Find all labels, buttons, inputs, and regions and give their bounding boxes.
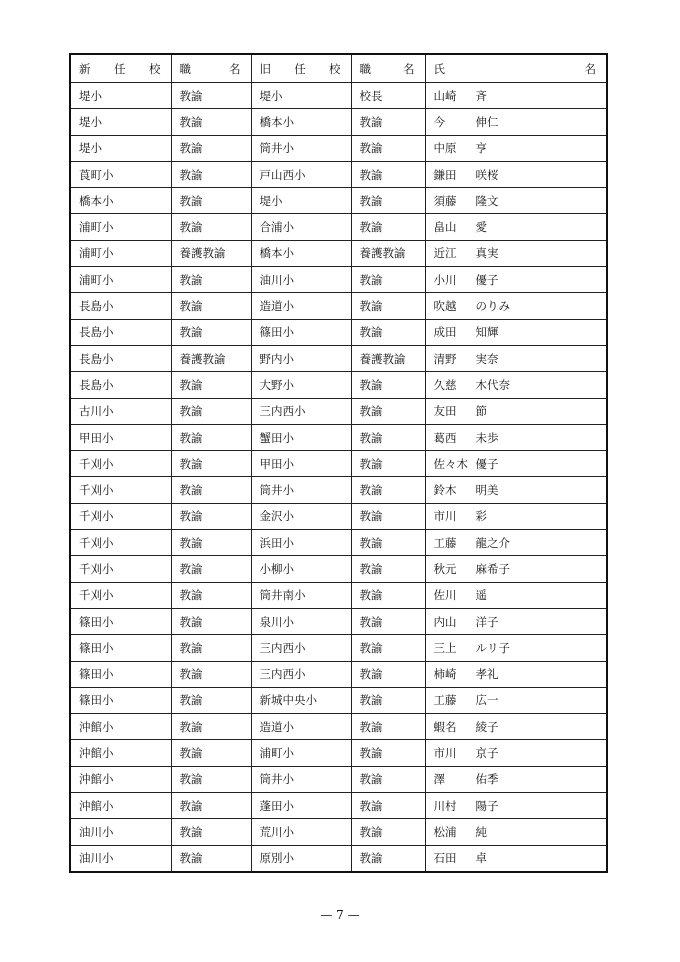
name-cell (425, 556, 607, 582)
given-name: 節 (475, 404, 487, 419)
old-position-cell: 校長 (351, 83, 425, 109)
given-name: 彩 (475, 509, 487, 524)
given-name: 龍之介 (475, 535, 510, 550)
name-cell (425, 240, 607, 266)
new-school-cell: 沖館小 (70, 740, 171, 766)
family-name: 鈴木 (433, 483, 457, 498)
name-cell (425, 845, 607, 872)
name-cell (425, 135, 607, 161)
table-row (70, 845, 607, 872)
table-row (70, 556, 607, 582)
old-school-cell: 筒井小 (251, 477, 351, 503)
new-school-cell: 千刈小 (70, 451, 171, 477)
new-position-cell: 教諭 (171, 714, 251, 740)
name-cell (425, 740, 607, 766)
old-school-cell: 荒川小 (251, 819, 351, 845)
name-cell (425, 345, 607, 371)
given-name: 亨 (475, 141, 487, 156)
family-name: 澤 (433, 772, 445, 787)
new-position-cell: 教諭 (171, 267, 251, 293)
new-school-cell: 古川小 (70, 398, 171, 424)
header-new-school: 新 任 校 (70, 54, 171, 83)
table-row (70, 319, 607, 345)
table-row (70, 503, 607, 529)
family-name: 小川 (433, 272, 457, 287)
new-school-cell: 莨町小 (70, 161, 171, 187)
new-school-cell: 沖館小 (70, 766, 171, 792)
old-position-cell: 教諭 (351, 398, 425, 424)
old-school-cell: 大野小 (251, 372, 351, 398)
new-school-cell: 甲田小 (70, 424, 171, 450)
new-school-cell: 千刈小 (70, 503, 171, 529)
old-school-cell: 金沢小 (251, 503, 351, 529)
old-school-cell: 筒井南小 (251, 582, 351, 608)
old-position-cell: 養護教諭 (351, 240, 425, 266)
name-cell (425, 661, 607, 687)
old-position-cell: 教諭 (351, 267, 425, 293)
given-name: 明美 (475, 483, 499, 498)
name-cell (425, 319, 607, 345)
new-position-cell: 教諭 (171, 372, 251, 398)
table-row (70, 109, 607, 135)
family-name: 石田 (433, 851, 457, 866)
header-old-position: 職 名 (351, 54, 425, 83)
table-row (70, 188, 607, 214)
old-school-cell: 三内西小 (251, 635, 351, 661)
table-row (70, 424, 607, 450)
family-name: 近江 (433, 246, 457, 261)
given-name: 優子 (475, 456, 499, 471)
new-position-cell: 教諭 (171, 135, 251, 161)
old-position-cell: 教諭 (351, 766, 425, 792)
old-position-cell: 教諭 (351, 582, 425, 608)
old-position-cell: 教諭 (351, 135, 425, 161)
old-school-cell: 甲田小 (251, 451, 351, 477)
old-school-cell: 三内西小 (251, 661, 351, 687)
old-position-cell: 教諭 (351, 714, 425, 740)
new-school-cell: 堤小 (70, 109, 171, 135)
new-position-cell: 養護教諭 (171, 240, 251, 266)
name-cell (425, 503, 607, 529)
new-position-cell: 教諭 (171, 530, 251, 556)
name-cell (425, 766, 607, 792)
new-position-cell: 教諭 (171, 424, 251, 450)
name-cell (425, 530, 607, 556)
new-position-cell: 教諭 (171, 556, 251, 582)
old-school-cell: 蓬田小 (251, 793, 351, 819)
new-position-cell: 教諭 (171, 661, 251, 687)
table-row (70, 582, 607, 608)
header-name: 氏 名 (425, 54, 607, 83)
name-cell (425, 214, 607, 240)
family-name: 鎌田 (433, 167, 457, 182)
old-school-cell: 造道小 (251, 293, 351, 319)
table-row (70, 766, 607, 792)
name-cell (425, 819, 607, 845)
old-school-cell: 合浦小 (251, 214, 351, 240)
new-school-cell: 篠田小 (70, 608, 171, 634)
name-cell (425, 477, 607, 503)
new-school-cell: 長島小 (70, 319, 171, 345)
name-cell (425, 372, 607, 398)
name-cell (425, 109, 607, 135)
given-name: 洋子 (475, 614, 499, 629)
old-position-cell: 教諭 (351, 635, 425, 661)
table-row (70, 240, 607, 266)
old-position-cell: 教諭 (351, 845, 425, 872)
old-position-cell: 教諭 (351, 451, 425, 477)
name-cell (425, 267, 607, 293)
table-row (70, 714, 607, 740)
family-name: 成田 (433, 325, 457, 340)
given-name: 佑季 (475, 772, 499, 787)
family-name: 久慈 (433, 377, 457, 392)
old-school-cell: 原別小 (251, 845, 351, 872)
old-position-cell: 教諭 (351, 608, 425, 634)
new-position-cell: 教諭 (171, 582, 251, 608)
old-position-cell: 教諭 (351, 161, 425, 187)
name-cell (425, 424, 607, 450)
family-name: 蝦名 (433, 719, 457, 734)
new-position-cell: 教諭 (171, 740, 251, 766)
given-name: 咲桜 (475, 167, 499, 182)
name-cell (425, 398, 607, 424)
new-school-cell: 千刈小 (70, 556, 171, 582)
family-name: 中原 (433, 141, 457, 156)
old-school-cell: 篠田小 (251, 319, 351, 345)
given-name: 遥 (475, 588, 487, 603)
name-cell (425, 687, 607, 713)
given-name: 未歩 (475, 430, 499, 445)
new-position-cell: 教諭 (171, 608, 251, 634)
table-row (70, 267, 607, 293)
new-school-cell: 浦町小 (70, 240, 171, 266)
table-row (70, 687, 607, 713)
family-name: 佐川 (433, 588, 457, 603)
new-school-cell: 長島小 (70, 293, 171, 319)
table-row (70, 530, 607, 556)
name-cell (425, 582, 607, 608)
old-position-cell: 教諭 (351, 740, 425, 766)
family-name: 今 (433, 114, 445, 129)
new-school-cell: 浦町小 (70, 214, 171, 240)
old-position-cell: 教諭 (351, 424, 425, 450)
new-position-cell: 教諭 (171, 793, 251, 819)
old-school-cell: 蟹田小 (251, 424, 351, 450)
old-position-cell: 教諭 (351, 819, 425, 845)
given-name: 木代奈 (475, 377, 510, 392)
table-row (70, 661, 607, 687)
new-school-cell: 沖館小 (70, 793, 171, 819)
given-name: 綾子 (475, 719, 499, 734)
given-name: 優子 (475, 272, 499, 287)
new-school-cell: 篠田小 (70, 661, 171, 687)
old-position-cell: 教諭 (351, 556, 425, 582)
given-name: 隆文 (475, 193, 499, 208)
old-school-cell: 堤小 (251, 188, 351, 214)
old-position-cell: 教諭 (351, 319, 425, 345)
old-position-cell: 教諭 (351, 530, 425, 556)
table-row (70, 214, 607, 240)
old-position-cell: 教諭 (351, 109, 425, 135)
table-row (70, 451, 607, 477)
old-school-cell: 戸山西小 (251, 161, 351, 187)
old-school-cell: 造道小 (251, 714, 351, 740)
name-cell (425, 451, 607, 477)
new-position-cell: 教諭 (171, 477, 251, 503)
page-number: — 7 — (320, 908, 360, 922)
given-name: 伸仁 (475, 114, 499, 129)
family-name: 工藤 (433, 693, 457, 708)
name-cell (425, 608, 607, 634)
table-row (70, 793, 607, 819)
table-row (70, 819, 607, 845)
old-position-cell: 教諭 (351, 372, 425, 398)
new-school-cell: 油川小 (70, 845, 171, 872)
table-row (70, 293, 607, 319)
new-school-cell: 篠田小 (70, 635, 171, 661)
name-cell (425, 188, 607, 214)
new-school-cell: 堤小 (70, 83, 171, 109)
table-row (70, 398, 607, 424)
new-school-cell: 千刈小 (70, 582, 171, 608)
family-name: 市川 (433, 509, 457, 524)
family-name: 山崎 (433, 88, 457, 103)
header-old-school: 旧 任 校 (251, 54, 351, 83)
old-school-cell: 野内小 (251, 345, 351, 371)
new-school-cell: 浦町小 (70, 267, 171, 293)
family-name: 畠山 (433, 220, 457, 235)
new-position-cell: 教諭 (171, 451, 251, 477)
old-school-cell: 堤小 (251, 83, 351, 109)
given-name: 広一 (475, 693, 499, 708)
name-cell (425, 793, 607, 819)
given-name: 真実 (475, 246, 499, 261)
old-position-cell: 教諭 (351, 661, 425, 687)
family-name: 友田 (433, 404, 457, 419)
old-school-cell: 小柳小 (251, 556, 351, 582)
name-cell (425, 714, 607, 740)
given-name: のりみ (475, 299, 510, 314)
old-school-cell: 筒井小 (251, 766, 351, 792)
table-row (70, 372, 607, 398)
table-row (70, 83, 607, 109)
given-name: 愛 (475, 220, 487, 235)
given-name: 知輝 (475, 325, 499, 340)
table-row (70, 477, 607, 503)
old-school-cell: 浜田小 (251, 530, 351, 556)
new-position-cell: 教諭 (171, 845, 251, 872)
given-name: 京子 (475, 746, 499, 761)
name-cell (425, 635, 607, 661)
name-cell (425, 293, 607, 319)
family-name: 三上 (433, 640, 457, 655)
family-name: 佐々木 (433, 456, 468, 471)
new-position-cell: 教諭 (171, 819, 251, 845)
old-position-cell: 教諭 (351, 687, 425, 713)
old-position-cell: 教諭 (351, 793, 425, 819)
new-school-cell: 千刈小 (70, 477, 171, 503)
family-name: 須藤 (433, 193, 457, 208)
old-school-cell: 浦町小 (251, 740, 351, 766)
given-name: 実奈 (475, 351, 499, 366)
family-name: 松浦 (433, 824, 457, 839)
old-school-cell: 橋本小 (251, 109, 351, 135)
given-name: 麻希子 (475, 561, 510, 576)
new-position-cell: 教諭 (171, 503, 251, 529)
family-name: 市川 (433, 746, 457, 761)
given-name: 孝礼 (475, 667, 499, 682)
table-row (70, 635, 607, 661)
given-name: ルリ子 (475, 640, 510, 655)
new-position-cell: 教諭 (171, 293, 251, 319)
table-row (70, 740, 607, 766)
given-name: 陽子 (475, 798, 499, 813)
name-cell (425, 83, 607, 109)
old-position-cell: 養護教諭 (351, 345, 425, 371)
old-position-cell: 教諭 (351, 477, 425, 503)
new-school-cell: 堤小 (70, 135, 171, 161)
new-position-cell: 教諭 (171, 188, 251, 214)
personnel-table (69, 53, 608, 873)
family-name: 葛西 (433, 430, 457, 445)
new-position-cell: 教諭 (171, 398, 251, 424)
table-row (70, 161, 607, 187)
family-name: 川村 (433, 798, 457, 813)
old-school-cell: 橋本小 (251, 240, 351, 266)
family-name: 秋元 (433, 561, 457, 576)
old-school-cell: 泉川小 (251, 608, 351, 634)
new-position-cell: 養護教諭 (171, 345, 251, 371)
old-position-cell: 教諭 (351, 503, 425, 529)
given-name: 卓 (475, 851, 487, 866)
new-position-cell: 教諭 (171, 214, 251, 240)
given-name: 純 (475, 824, 487, 839)
old-school-cell: 三内西小 (251, 398, 351, 424)
new-school-cell: 沖館小 (70, 714, 171, 740)
family-name: 吹越 (433, 299, 457, 314)
family-name: 清野 (433, 351, 457, 366)
old-position-cell: 教諭 (351, 188, 425, 214)
new-school-cell: 油川小 (70, 819, 171, 845)
table-row (70, 345, 607, 371)
new-position-cell: 教諭 (171, 109, 251, 135)
given-name: 斉 (475, 88, 487, 103)
new-position-cell: 教諭 (171, 161, 251, 187)
new-position-cell: 教諭 (171, 319, 251, 345)
family-name: 柿崎 (433, 667, 457, 682)
family-name: 工藤 (433, 535, 457, 550)
family-name: 内山 (433, 614, 457, 629)
new-school-cell: 千刈小 (70, 530, 171, 556)
old-position-cell: 教諭 (351, 293, 425, 319)
new-school-cell: 長島小 (70, 345, 171, 371)
header-new-position: 職 名 (171, 54, 251, 83)
new-position-cell: 教諭 (171, 687, 251, 713)
old-school-cell: 筒井小 (251, 135, 351, 161)
name-cell (425, 161, 607, 187)
header-row (70, 54, 607, 83)
old-position-cell: 教諭 (351, 214, 425, 240)
new-position-cell: 教諭 (171, 83, 251, 109)
old-school-cell: 新城中央小 (251, 687, 351, 713)
new-position-cell: 教諭 (171, 635, 251, 661)
new-position-cell: 教諭 (171, 766, 251, 792)
new-school-cell: 橋本小 (70, 188, 171, 214)
new-school-cell: 篠田小 (70, 687, 171, 713)
old-school-cell: 油川小 (251, 267, 351, 293)
table-row (70, 135, 607, 161)
table-row (70, 608, 607, 634)
new-school-cell: 長島小 (70, 372, 171, 398)
